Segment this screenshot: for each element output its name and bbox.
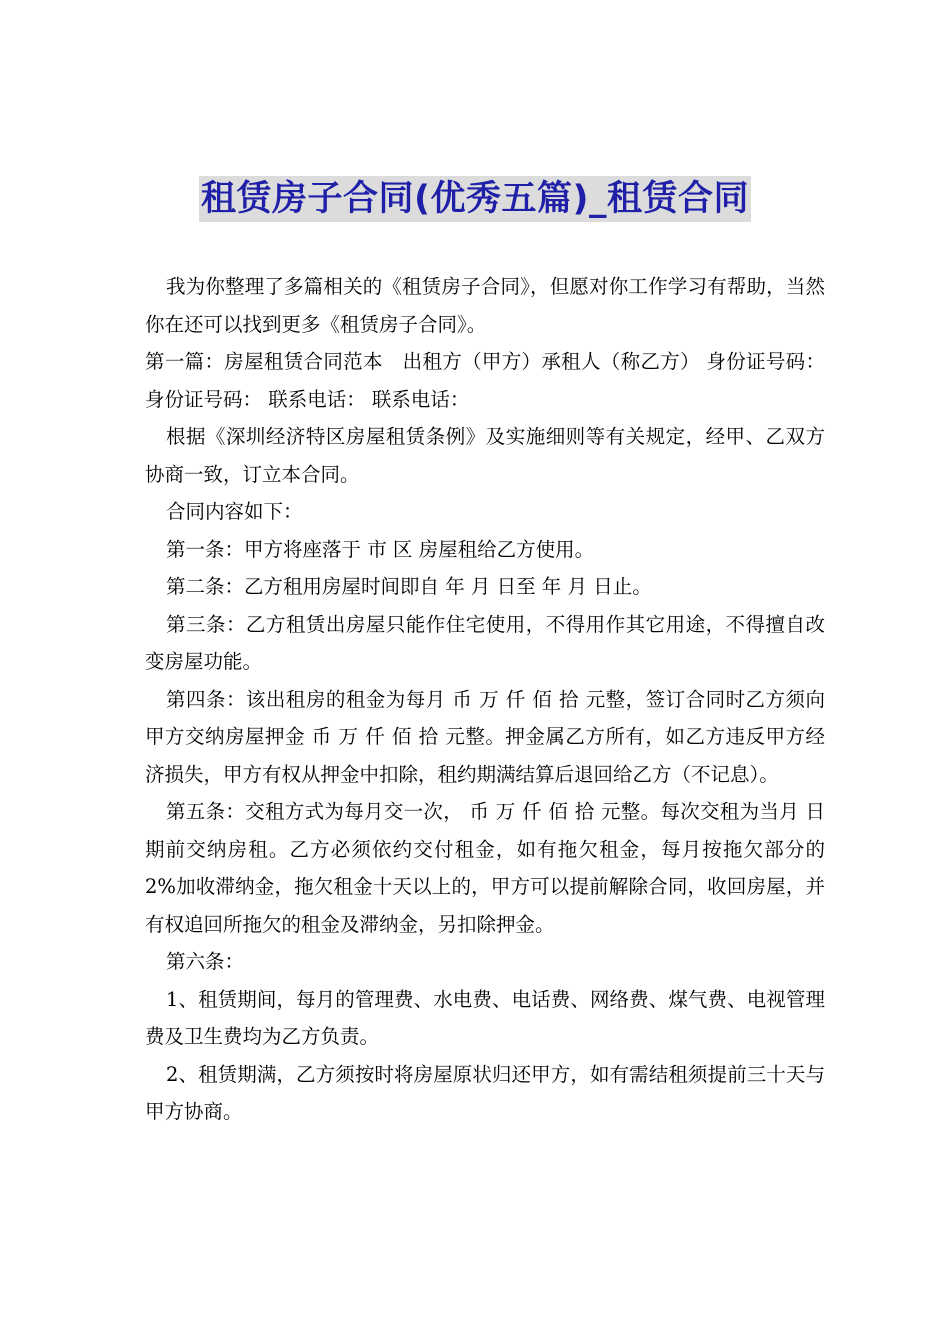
paragraph-content-intro: 合同内容如下： [166,500,303,523]
paragraph-article-5: 第五条：交租方式为每月交一次， 币 万 仟 佰 拾 元整。每次交租为当月 日期前交纳房租。乙方必须依约交付租金，如有拖欠租金，每月按拖欠部分的 2%加收滞纳金，拖欠租金十天以上的，甲方可以提前解除合同，收回房屋，并有权追回所拖欠的租金及滞纳金，另扣除押金。 [145,800,825,936]
paragraph-part-one-heading: 第一篇：房屋租赁合同范本 出租方（甲方）承租人（称乙方） 身份证号码： 身份证号码： 联系电话： 联系电话： [145,350,825,411]
document-title: 租赁房子合同(优秀五篇)_租赁合同 [199,176,751,222]
paragraph-article-6-item-2: 2、租赁期满，乙方须按时将房屋原状归还甲方，如有需结租须提前三十天与甲方协商。 [145,1062,825,1123]
document-body [145,268,825,1131]
paragraph-article-1: 第一条：甲方将座落于 市 区 房屋租给乙方使用。 [166,537,595,561]
paragraph-article-6-item-1: 1、租赁期间，每月的管理费、水电费、电话费、网络费、煤气费、电视管理费及卫生费均为乙方负责。 [145,987,825,1048]
paragraph-article-3: 第三条：乙方租赁出房屋只能作住宅使用，不得用作其它用途，不得擅自改变房屋功能。 [145,612,825,673]
title-container [0,176,950,222]
paragraph-article-6: 第六条： [166,950,245,973]
paragraph-article-4: 第四条：该出租房的租金为每月 币 万 仟 佰 拾 元整，签订合同时乙方须向甲方交纳房屋押金 币 万 仟 佰 拾 元整。押金属乙方所有，如乙方违反甲方经济损失，甲方有权从押金中扣除，租约期满结算后退回给乙方（不记息）。 [145,687,825,786]
paragraph-article-2: 第二条：乙方租用房屋时间即自 年 月 日至 年 月 日止。 [166,575,652,598]
paragraph-basis: 根据《深圳经济特区房屋租赁条例》及实施细则等有关规定，经甲、乙双方协商一致，订立本合同。 [145,425,825,486]
paragraph-intro: 我为你整理了多篇相关的《租赁房子合同》，但愿对你工作学习有帮助，当然你在还可以找到更多《租赁房子合同》。 [145,275,825,336]
